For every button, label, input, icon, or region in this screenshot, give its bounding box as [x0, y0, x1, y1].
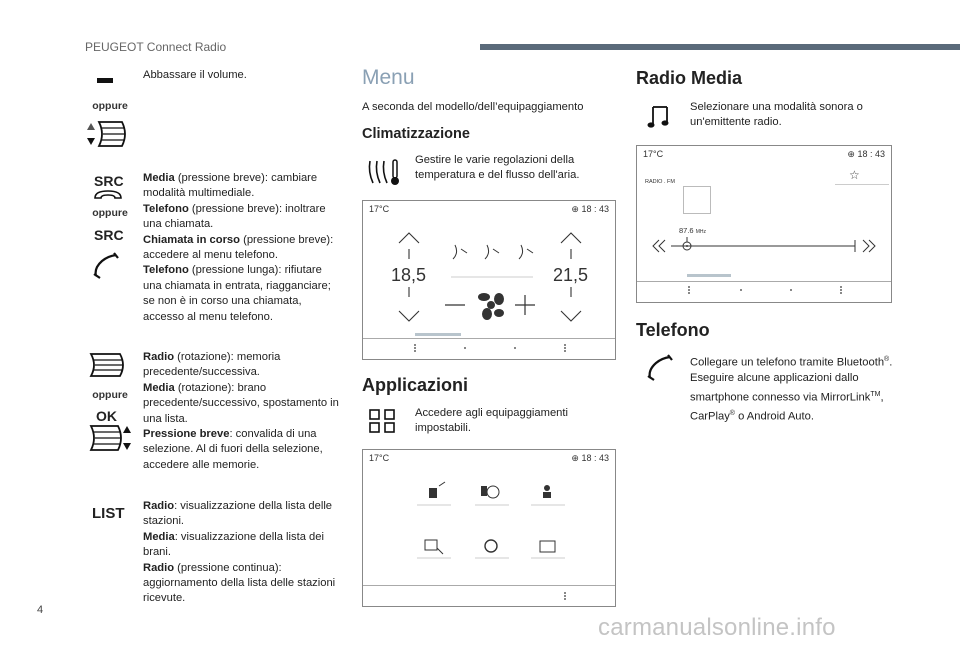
- right-temp: 21,5: [553, 265, 589, 285]
- climate-screen: [362, 200, 616, 360]
- music-note-icon: [647, 104, 671, 130]
- radio-media-title: Radio Media: [636, 68, 743, 88]
- phone-handset-icon: [646, 354, 674, 382]
- function-description: Pressione breve: convalida di una selezione. Al di fuori della selezione, accedere alle memorie.: [143, 428, 323, 471]
- radio-band: RADIO . FM: [645, 179, 675, 185]
- volume-text: Abbassare il volume.: [143, 69, 247, 81]
- scroll-wheel-icon: [86, 120, 130, 148]
- header-title: PEUGEOT Connect Radio: [85, 40, 227, 54]
- scroll-wheel-icon: [88, 352, 128, 378]
- list-label: LIST: [92, 505, 125, 522]
- climate-icon: [367, 157, 401, 187]
- watermark: carmanualsonline.info: [598, 614, 836, 641]
- applications-text: Accedere agli equipaggiamenti impostabili.: [415, 407, 568, 435]
- function-description: Telefono (pressione lunga): rifiutare una chiamata in entrata, riagganciare; se non è in corso una chiamata, accesso al menu telefono.: [143, 264, 331, 323]
- function-description: Media (pressione breve): cambiare modalità multimediale.: [143, 172, 318, 200]
- function-description: Media: visualizzazione della lista dei brani.: [143, 530, 324, 559]
- outside-temp: 17°C: [369, 204, 390, 214]
- clock: ⊕ 18 : 43: [847, 149, 885, 159]
- phone-button-icon: [93, 190, 123, 200]
- telefono-title: Telefono: [636, 320, 710, 340]
- outside-temp: 17°C: [369, 453, 390, 463]
- clima-title: Climatizzazione: [362, 126, 470, 142]
- oppure-label: oppure: [92, 100, 128, 112]
- telefono-text: Collegare un telefono tramite Bluetooth®. Eseguire alcune applicazioni dallo smartphone connesso via MirrorLink™, CarPlay® o Android Auto.: [690, 356, 893, 423]
- volume-minus-icon: [97, 78, 113, 83]
- applications-grid-icon: [368, 408, 398, 434]
- page-number: 4: [37, 604, 44, 616]
- clock: ⊕ 18 : 43: [571, 204, 609, 214]
- radio-media-text: Selezionare una modalità sonora o un'emittente radio.: [690, 101, 863, 129]
- left-temp: 18,5: [391, 265, 427, 285]
- menu-subtitle: A seconda del modello/dell’equipaggiamento: [362, 101, 584, 113]
- function-description: Radio: visualizzazione della lista delle stazioni.: [143, 500, 333, 528]
- list-block: [143, 499, 343, 607]
- header-bar: [480, 44, 960, 50]
- function-description: Telefono (pressione breve): inoltrare una chiamata.: [143, 202, 326, 231]
- clock: ⊕ 18 : 43: [571, 453, 609, 463]
- frequency: 87.6 MHz: [679, 226, 706, 235]
- src-block: [143, 171, 343, 325]
- oppure-label: oppure: [92, 207, 128, 219]
- favorite-star-icon[interactable]: ☆: [849, 168, 860, 182]
- radio-screen: [636, 145, 892, 303]
- function-description: Radio (rotazione): memoria precedente/successiva.: [143, 351, 281, 379]
- outside-temp: 17°C: [643, 149, 664, 159]
- clima-text: Gestire le varie regolazioni della temperatura e del flusso dell'aria.: [415, 154, 580, 182]
- ok-label: OK: [96, 408, 117, 424]
- radio-block: [143, 350, 343, 473]
- phone-handset-icon: [92, 252, 120, 280]
- menu-title: Menu: [362, 66, 415, 89]
- src-label-2: SRC: [94, 227, 124, 243]
- function-description: Media (rotazione): brano precedente/successivo, spostamento in una lista.: [143, 381, 339, 425]
- src-label-1: SRC: [94, 173, 124, 189]
- function-description: Radio (pressione continua): aggiornamento della lista delle stazioni ricevute.: [143, 561, 336, 605]
- oppure-label: oppure: [92, 389, 128, 401]
- applications-screen: [362, 449, 616, 607]
- scroll-wheel-updown-icon: [88, 424, 132, 452]
- applications-title: Applicazioni: [362, 375, 469, 395]
- function-description: Chiamata in corso (pressione breve): accedere al menu telefono.: [143, 233, 334, 262]
